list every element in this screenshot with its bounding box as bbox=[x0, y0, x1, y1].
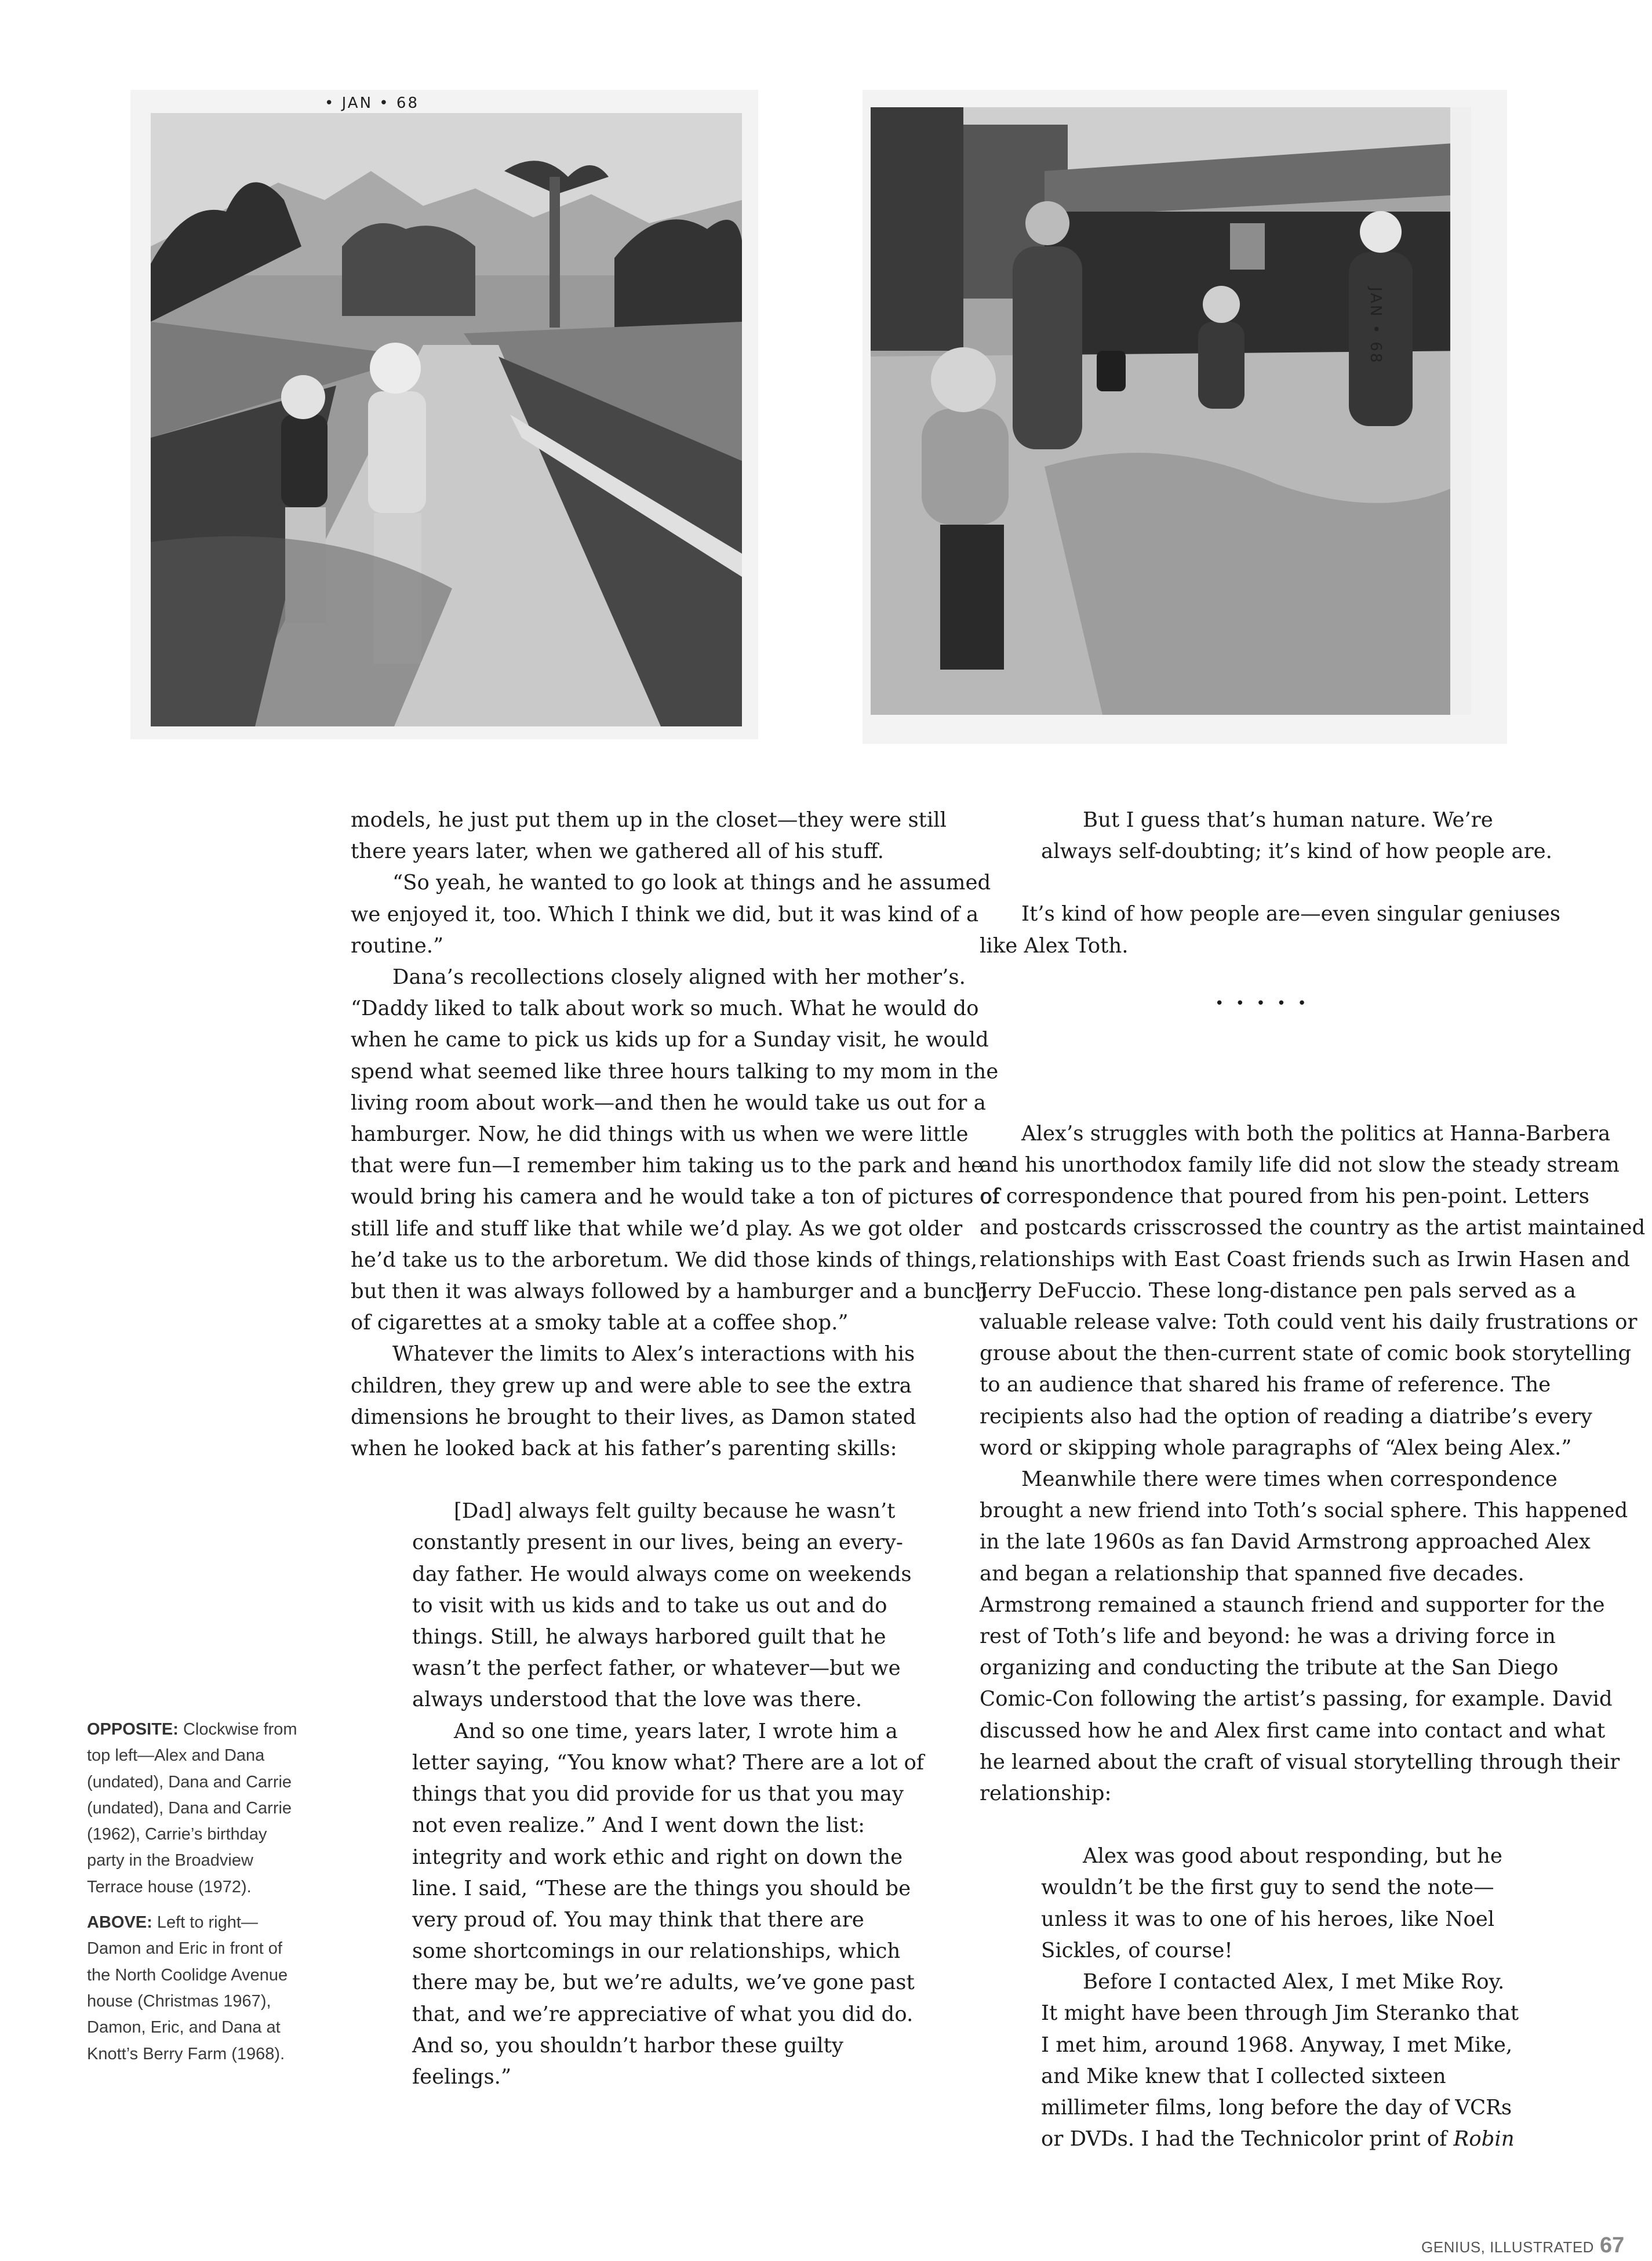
quote-line: unless it was to one of his heroes, like Noel bbox=[1041, 1907, 1495, 1931]
block-quote-continued bbox=[1041, 805, 1645, 867]
page-footer bbox=[1421, 2233, 1624, 2258]
body-line: hamburger. Now, he did things with us when we were little bbox=[351, 1122, 969, 1147]
body-line: like Alex Toth. bbox=[980, 933, 1129, 958]
body-line: Meanwhile there were times when correspondence bbox=[1021, 1467, 1558, 1492]
body-line: spend what seemed like three hours talking to my mom in the bbox=[351, 1059, 999, 1084]
photo-date-stamp: JAN • 68 bbox=[1367, 287, 1384, 365]
body-line: routine.” bbox=[351, 933, 444, 958]
quote-line: But I guess that’s human nature. We’re bbox=[1083, 808, 1493, 832]
body-line: and began a relationship that spanned five decades. bbox=[980, 1561, 1524, 1586]
body-line: relationships with East Coast friends such as Irwin Hasen and bbox=[980, 1247, 1630, 1271]
body-line: brought a new friend into Toth’s social sphere. This happened bbox=[980, 1499, 1628, 1523]
body-line: children, they grew up and were able to see the extra bbox=[351, 1373, 912, 1398]
caption-text: (undated), Dana and Carrie bbox=[87, 1798, 292, 1817]
quote-line: things. Still, he always harbored guilt that he bbox=[412, 1625, 886, 1649]
body-line: Whatever the limits to Alex’s interactions with his bbox=[392, 1342, 915, 1366]
quote-line: letter saying, “You know what? There are a lot of bbox=[412, 1750, 925, 1775]
body-line: we enjoyed it, too. Which I think we did, but it was kind of a bbox=[351, 902, 979, 926]
quote-line: that, and we’re appreciative of what you did do. bbox=[412, 2002, 914, 2026]
quote-line: And so, you shouldn’t harbor these guilty bbox=[412, 2033, 843, 2058]
film-title-italic: Robin bbox=[1453, 2127, 1515, 2151]
body-line: “Daddy liked to talk about work so much. What he would do bbox=[351, 997, 979, 1021]
body-line: would bring his camera and he would take a ton of pictures of bbox=[351, 1185, 1000, 1209]
body-line: but then it was always followed by a hamburger and a bunch bbox=[351, 1279, 988, 1304]
body-line: Comic-Con following the artist’s passing, for example. David bbox=[980, 1687, 1613, 1711]
caption-opposite bbox=[87, 1717, 319, 1900]
quote-line: And so one time, years later, I wrote him a bbox=[454, 1719, 898, 1743]
quote-line: day father. He would always come on weekends bbox=[412, 1562, 912, 1586]
body-line: rest of Toth’s life and beyond: he was a driving force in bbox=[980, 1624, 1556, 1649]
quote-line: [Dad] always felt guilty because he wasn’t bbox=[454, 1499, 896, 1524]
body-line: when he looked back at his father’s parenting skills: bbox=[351, 1437, 897, 1461]
body-line: Armstrong remained a staunch friend and supporter for the bbox=[980, 1593, 1605, 1617]
caption-label: OPPOSITE: bbox=[87, 1720, 179, 1739]
quote-line: always self-doubting; it’s kind of how people are. bbox=[1041, 839, 1552, 864]
body-line: and postcards crisscrossed the country as the artist maintained bbox=[980, 1216, 1646, 1240]
quote-line: millimeter films, long before the day of VCRs bbox=[1041, 2095, 1512, 2120]
page-number: 67 bbox=[1599, 2233, 1625, 2258]
quote-line: some shortcomings in our relationships, which bbox=[412, 1939, 901, 1964]
quote-line: Before I contacted Alex, I met Mike Roy. bbox=[1083, 1970, 1505, 1994]
block-quote-armstrong bbox=[1041, 1841, 1645, 2155]
body-line: in the late 1960s as fan David Armstrong approached Alex bbox=[980, 1530, 1591, 1554]
body-line: recipients also had the option of reading a diatribe’s every bbox=[980, 1404, 1592, 1428]
caption-text: (undated), Dana and Carrie bbox=[87, 1772, 292, 1791]
body-line: of correspondence that poured from his pen-point. Letters bbox=[980, 1184, 1589, 1209]
body-line: still life and stuff like that while we’d play. As we got older bbox=[351, 1216, 963, 1241]
body-line: to an audience that shared his frame of reference. The bbox=[980, 1373, 1551, 1397]
quote-line: line. I said, “These are the things you should be bbox=[412, 1876, 911, 1900]
quote-line: to visit with us kids and to take us out and do bbox=[412, 1593, 887, 1617]
body-line: discussed how he and Alex first came into contact and what bbox=[980, 1718, 1606, 1743]
photo-date-stamp: • JAN • 68 bbox=[325, 94, 419, 112]
body-line: It’s kind of how people are—even singular geniuses bbox=[1021, 902, 1560, 926]
photo-boys-sidewalk bbox=[130, 90, 758, 739]
quote-line: very proud of. You may think that there are bbox=[412, 1907, 864, 1932]
body-line: Dana’s recollections closely aligned with her mother’s. bbox=[392, 965, 966, 990]
body-line: when he came to pick us kids up for a Sunday visit, he would bbox=[351, 1028, 989, 1052]
body-line: word or skipping whole paragraphs of “Alex being Alex.” bbox=[980, 1435, 1572, 1460]
caption-text: Left to right— bbox=[152, 1913, 258, 1932]
quote-line: there may be, but we’re adults, we’ve gone past bbox=[412, 1971, 915, 1995]
quote-line-text: or DVDs. I had the Technicolor print of bbox=[1041, 2127, 1454, 2151]
body-line: dimensions he brought to their lives, as Damon stated bbox=[351, 1405, 916, 1429]
body-line: he learned about the craft of visual storytelling through their bbox=[980, 1750, 1620, 1774]
body-line: grouse about the then-current state of comic book storytelling bbox=[980, 1342, 1632, 1366]
body-line: “So yeah, he wanted to go look at things and he assumed bbox=[392, 871, 991, 895]
caption-text: Damon, Eric, and Dana at bbox=[87, 2018, 281, 2037]
body-line: there years later, when we gathered all of his stuff. bbox=[351, 839, 884, 864]
quote-line: constantly present in our lives, being an every- bbox=[412, 1531, 903, 1555]
photo-boys-sidewalk-image bbox=[151, 113, 742, 726]
text-column-left bbox=[351, 805, 1000, 2093]
caption-text: Damon and Eric in front of bbox=[87, 1939, 282, 1958]
separator-dots: • • • • • bbox=[1215, 995, 1310, 1012]
caption-text: party in the Broadview bbox=[87, 1851, 253, 1870]
quote-line: Alex was good about responding, but he bbox=[1083, 1844, 1502, 1869]
body-line: he’d take us to the arboretum. We did those kinds of things, bbox=[351, 1248, 977, 1272]
quote-line: Sickles, of course! bbox=[1041, 1938, 1233, 1962]
quote-line: wouldn’t be the first guy to send the note— bbox=[1041, 1875, 1494, 1900]
quote-line: I met him, around 1968. Anyway, I met Mike, bbox=[1041, 2033, 1513, 2057]
quote-line: things that you did provide for us that you may bbox=[412, 1782, 904, 1806]
caption-text: (1962), Carrie’s birthday bbox=[87, 1825, 267, 1844]
caption-text: top left—Alex and Dana bbox=[87, 1746, 265, 1765]
body-line: and his unorthodox family life did not slow the steady stream bbox=[980, 1153, 1620, 1177]
body-line: living room about work—and then he would take us out for a bbox=[351, 1090, 986, 1115]
quote-line: feelings.” bbox=[412, 2064, 512, 2089]
body-line: valuable release valve: Toth could vent his daily frustrations or bbox=[980, 1310, 1638, 1335]
caption-label: ABOVE: bbox=[87, 1913, 152, 1932]
quote-line: integrity and work ethic and right on down the bbox=[412, 1845, 903, 1869]
body-line: Jerry DeFuccio. These long-distance pen pals served as a bbox=[980, 1278, 1576, 1303]
quote-line: wasn’t the perfect father, or whatever—but we bbox=[412, 1656, 901, 1681]
running-title: GENIUS, ILLUSTRATED bbox=[1421, 2238, 1594, 2256]
body-line: models, he just put them up in the closet—they were still bbox=[351, 808, 947, 832]
caption-text: Clockwise from bbox=[178, 1720, 297, 1739]
body-line: organizing and conducting the tribute at the San Diego bbox=[980, 1656, 1559, 1680]
caption-text: Terrace house (1972). bbox=[87, 1877, 252, 1896]
quote-line: not even realize.” And I went down the list: bbox=[412, 1813, 865, 1838]
caption-text: house (Christmas 1967), bbox=[87, 1991, 271, 2011]
quote-line: and Mike knew that I collected sixteen bbox=[1041, 2064, 1446, 2088]
body-line: Alex’s struggles with both the politics at Hanna-Barbera bbox=[1021, 1121, 1611, 1146]
quote-line: always understood that the love was there. bbox=[412, 1688, 863, 1712]
caption-text: Knott’s Berry Farm (1968). bbox=[87, 2044, 285, 2063]
quote-line bbox=[1041, 2124, 1645, 2155]
photo-knotts-berry-farm-image bbox=[871, 107, 1471, 715]
caption-text: the North Coolidge Avenue bbox=[87, 1965, 288, 1984]
caption-above bbox=[87, 1910, 319, 2067]
section-separator bbox=[1215, 995, 1331, 1012]
body-line: of cigarettes at a smoky table at a coffee shop.” bbox=[351, 1311, 849, 1335]
photo-caption bbox=[87, 1717, 319, 2077]
body-line: that were fun—I remember him taking us to the park and he bbox=[351, 1154, 984, 1178]
block-quote-damon bbox=[412, 1496, 1000, 2093]
quote-line: It might have been through Jim Steranko that bbox=[1041, 2001, 1519, 2026]
photo-knotts-berry-farm bbox=[863, 90, 1507, 744]
body-line: relationship: bbox=[980, 1782, 1112, 1806]
